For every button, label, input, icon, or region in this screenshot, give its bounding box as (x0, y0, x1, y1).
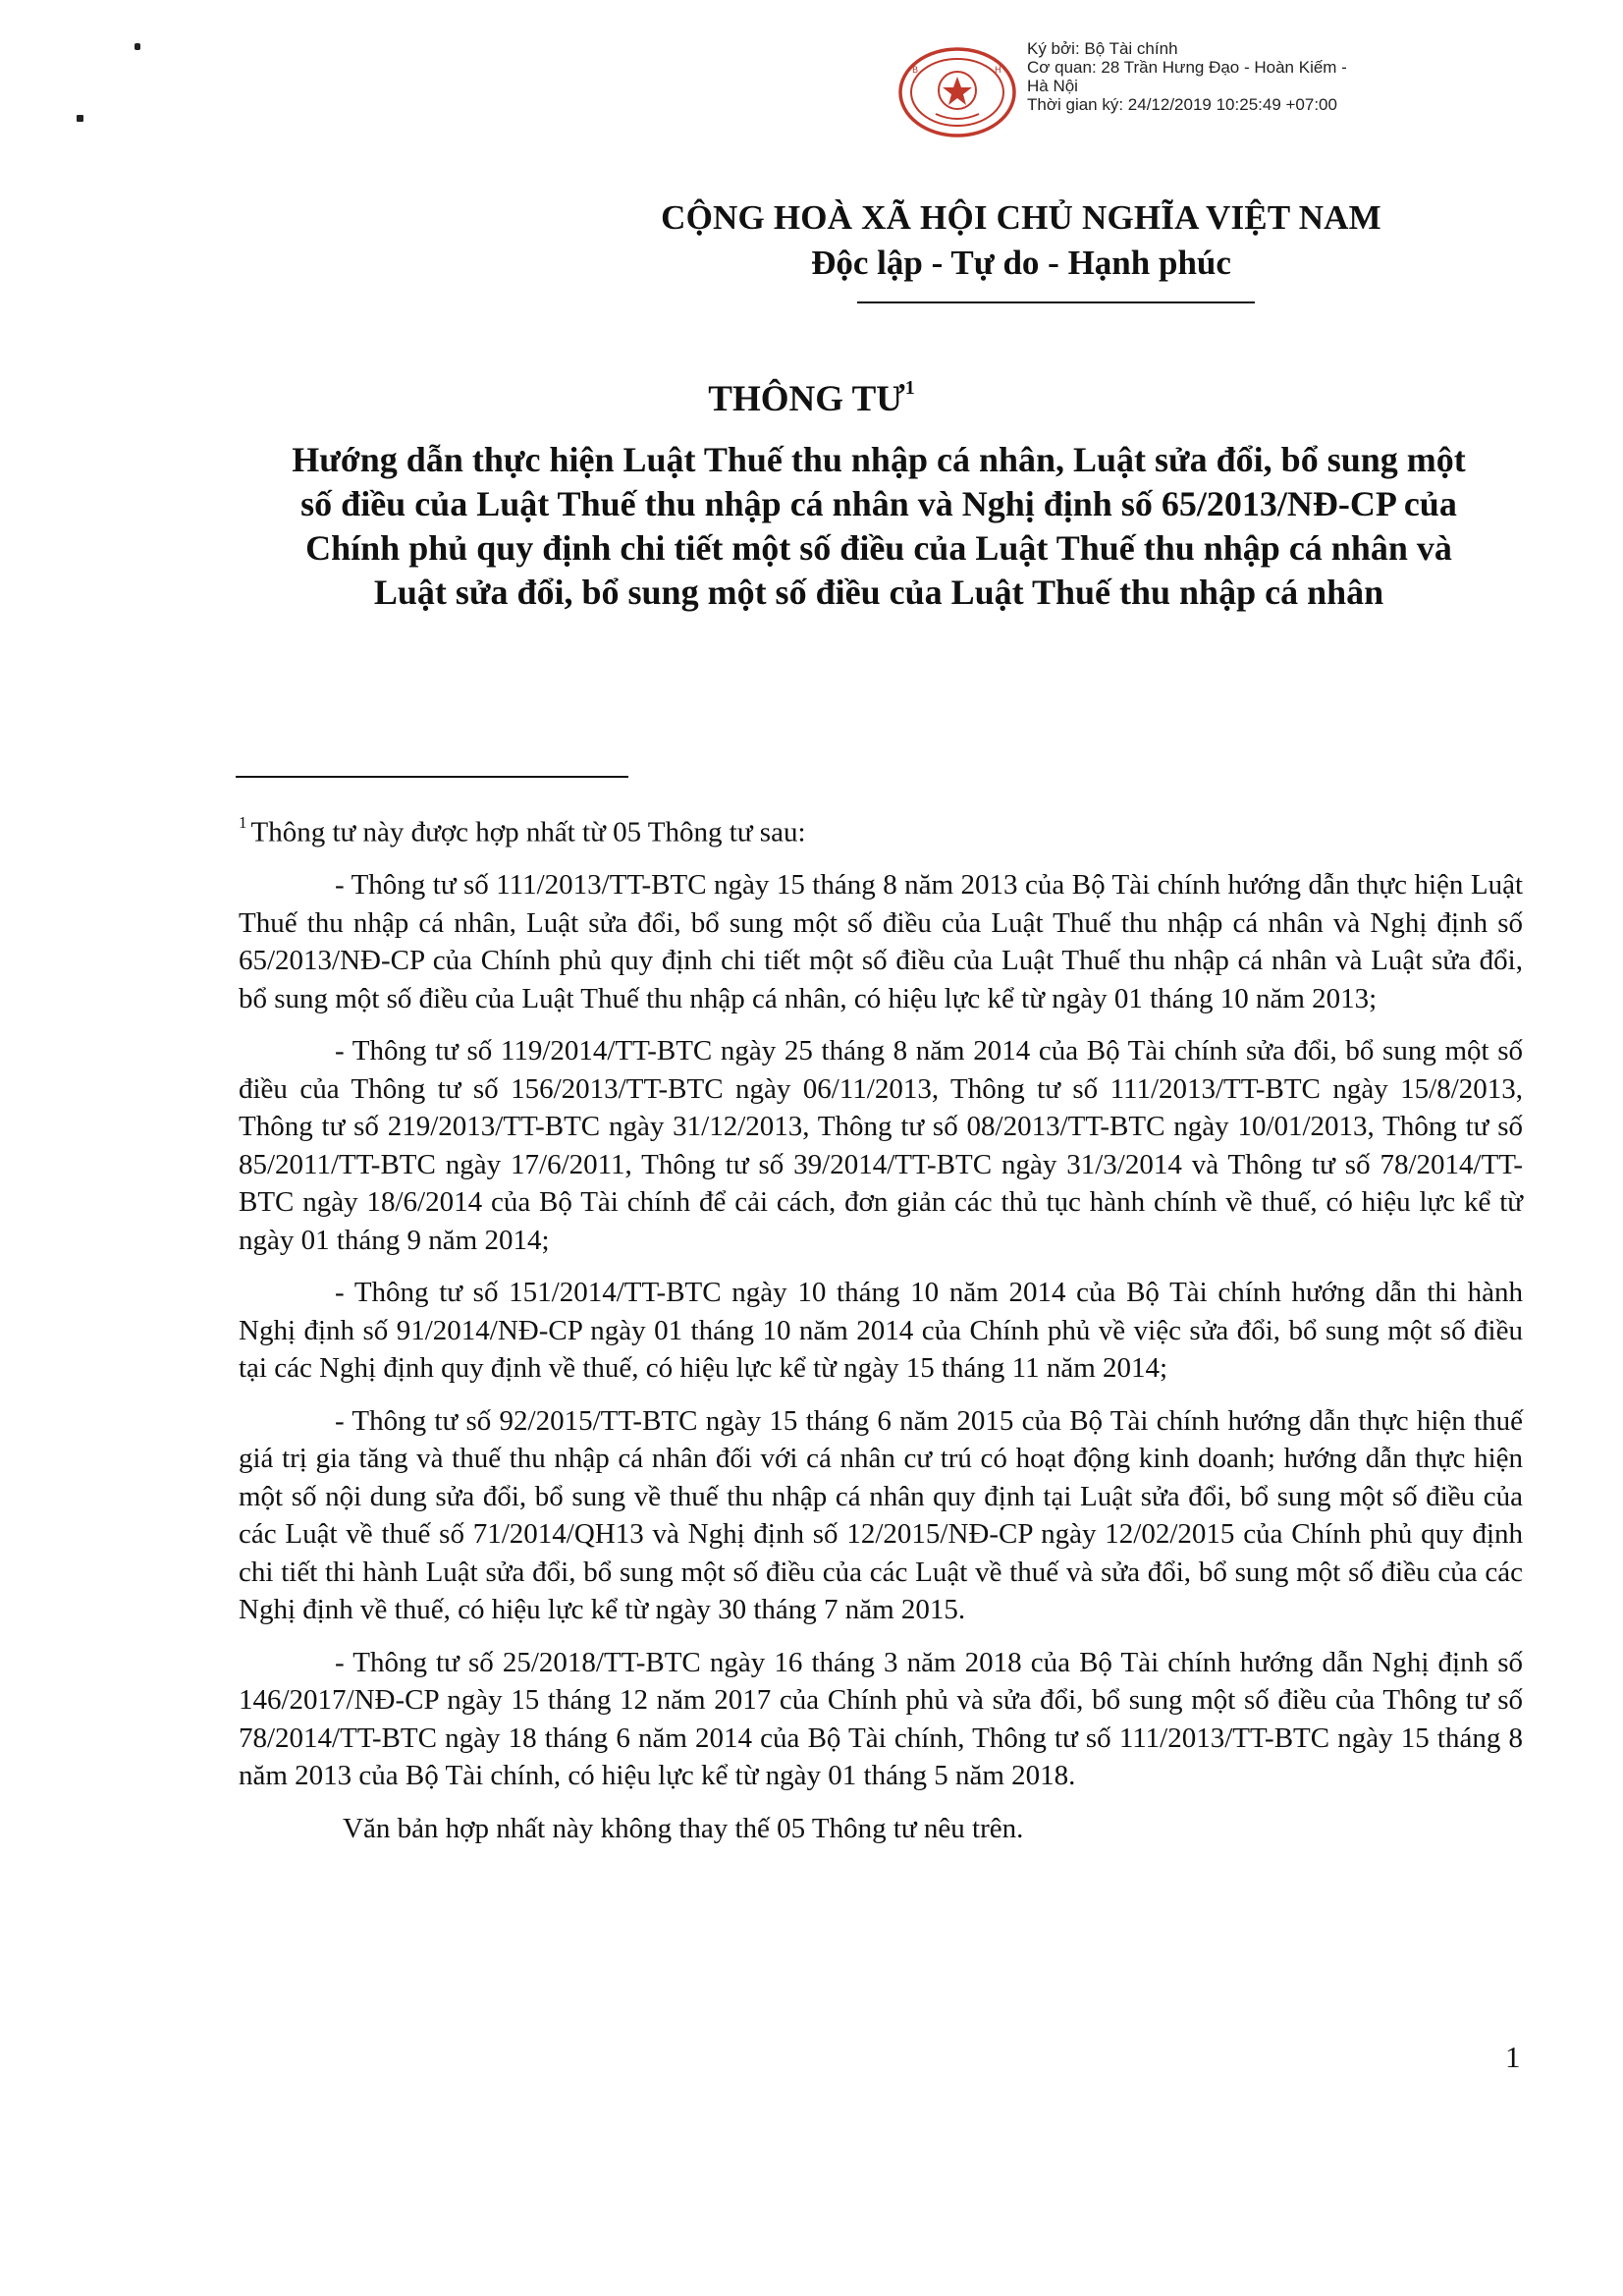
document-title-text: THÔNG TƯ (708, 379, 905, 419)
signature-time: Thời gian ký: 24/12/2019 10:25:49 +07:00 (1027, 95, 1337, 114)
subtitle-line: Chính phủ quy định chi tiết một số điều của Luật Thuế thu nhập cá nhân và (305, 528, 1452, 568)
footnote-item: - Thông tư số 111/2013/TT-BTC ngày 15 tháng 8 năm 2013 của Bộ Tài chính hướng dẫn thực hiện Luật Thuế thu nhập cá nhân, Luật sửa đổi, bổ sung một số điều của Luật Thuế thu nhập cá nhân và Nghị định số 65/2013/NĐ-CP của Chính phủ quy định chi tiết một số điều của Luật Thuế thu nhập cá nhân và Luật sửa đổi, bổ sung một số điều của Luật Thuế thu nhập cá nhân, có hiệu lực kể từ ngày 01 tháng 10 năm 2013; (239, 869, 1523, 1014)
page-number: 1 (1505, 2040, 1521, 2074)
digital-signature-block (896, 39, 1446, 147)
national-motto: Độc lập - Tự do - Hạnh phúc (811, 244, 1231, 282)
signature-agency-cont: Hà Nội (1027, 77, 1078, 95)
subtitle-line: Luật sửa đổi, bổ sung một số điều của Luật Thuế thu nhập cá nhân (373, 573, 1384, 612)
footnote-item: - Thông tư số 119/2014/TT-BTC ngày 25 tháng 8 năm 2014 của Bộ Tài chính sửa đổi, bổ sung một số điều của Thông tư số 156/2013/TT-BTC ngày 06/11/2013, Thông tư số 111/2013/TT-BTC ngày 15/8/2013, Thông tư số 219/2013/TT-BTC ngày 31/12/2013, Thông tư số 08/2013/TT-BTC ngày 10/01/2013, Thông tư số 85/2011/TT-BTC ngày 17/6/2011, Thông tư số 39/2014/TT-BTC ngày 31/3/2014 và Thông tư số 78/2014/TT-BTC ngày 18/6/2014 của Bộ Tài chính để cải cách, đơn giản các thủ tục hành chính về thuế, có hiệu lực kể từ ngày 01 tháng 9 năm 2014; (239, 1035, 1523, 1256)
footnote-mark: 1 (239, 813, 247, 832)
signature-signer: Ký bởi: Bộ Tài chính (1027, 39, 1178, 58)
footnote-intro (239, 807, 1523, 851)
svg-text:B: B (912, 66, 919, 76)
footnote-intro-text: Thông tư này được hợp nhất từ 05 Thông tư sau: (250, 816, 806, 848)
scan-speck (135, 43, 140, 50)
subtitle-line: số điều của Luật Thuế thu nhập cá nhân và Nghị định số 65/2013/NĐ-CP của (300, 484, 1457, 523)
national-name: CỘNG HOÀ XÃ HỘI CHỦ NGHĨA VIỆT NAM (661, 198, 1381, 237)
subtitle-line: Hướng dẫn thực hiện Luật Thuế thu nhập cá nhân, Luật sửa đổi, bổ sung một (292, 440, 1466, 479)
footnote-item: - Thông tư số 25/2018/TT-BTC ngày 16 tháng 3 năm 2018 của Bộ Tài chính hướng dẫn Nghị định số 146/2017/NĐ-CP ngày 15 tháng 12 năm 2017 của Chính phủ và sửa đổi, bổ sung một số điều của Thông tư số 78/2014/TT-BTC ngày 18 tháng 6 năm 2014 của Bộ Tài chính, Thông tư số 111/2013/TT-BTC ngày 15 tháng 8 năm 2013 của Bộ Tài chính, có hiệu lực kể từ ngày 01 tháng 5 năm 2018. (239, 1646, 1523, 1792)
footnote-item: - Thông tư số 92/2015/TT-BTC ngày 15 tháng 6 năm 2015 của Bộ Tài chính hướng dẫn thực hiện thuế giá trị gia tăng và thuế thu nhập cá nhân đối với cá nhân cư trú có hoạt động kinh doanh; hướng dẫn thực hiện một số nội dung sửa đổi, bổ sung về thuế thu nhập cá nhân quy định tại Luật sửa đổi, bổ sung một số điều của các Luật về thuế số 71/2014/QH13 và Nghị định số 12/2015/NĐ-CP ngày 12/02/2015 của Chính phủ quy định chi tiết thi hành Luật sửa đổi, bổ sung một số điều của các Luật về thuế và sửa đổi, bổ sung một số điều của các Nghị định về thuế, có hiệu lực kể từ ngày 30 tháng 7 năm 2015. (239, 1404, 1523, 1626)
ministry-seal-icon (896, 45, 1018, 139)
motto-underline (857, 301, 1255, 303)
footnote-section (239, 807, 1523, 1847)
document-title (0, 378, 1623, 420)
document-subtitle (226, 438, 1532, 615)
footnote-closing: Văn bản hợp nhất này không thay thế 05 Thông tư nêu trên. (343, 1812, 1024, 1844)
footnote-separator (236, 776, 628, 778)
signature-agency: Cơ quan: 28 Trần Hưng Đạo - Hoàn Kiếm - (1027, 58, 1347, 77)
svg-text:H: H (995, 66, 1001, 76)
scan-speck (77, 115, 83, 122)
title-footnote-mark: 1 (904, 376, 915, 399)
footnote-item: - Thông tư số 151/2014/TT-BTC ngày 10 tháng 10 năm 2014 của Bộ Tài chính hướng dẫn thi hành Nghị định số 91/2014/NĐ-CP ngày 01 tháng 10 năm 2014 của Chính phủ về việc sửa đổi, bổ sung một số điều tại các Nghị định quy định về thuế, có hiệu lực kể từ ngày 15 tháng 11 năm 2014; (239, 1277, 1523, 1385)
